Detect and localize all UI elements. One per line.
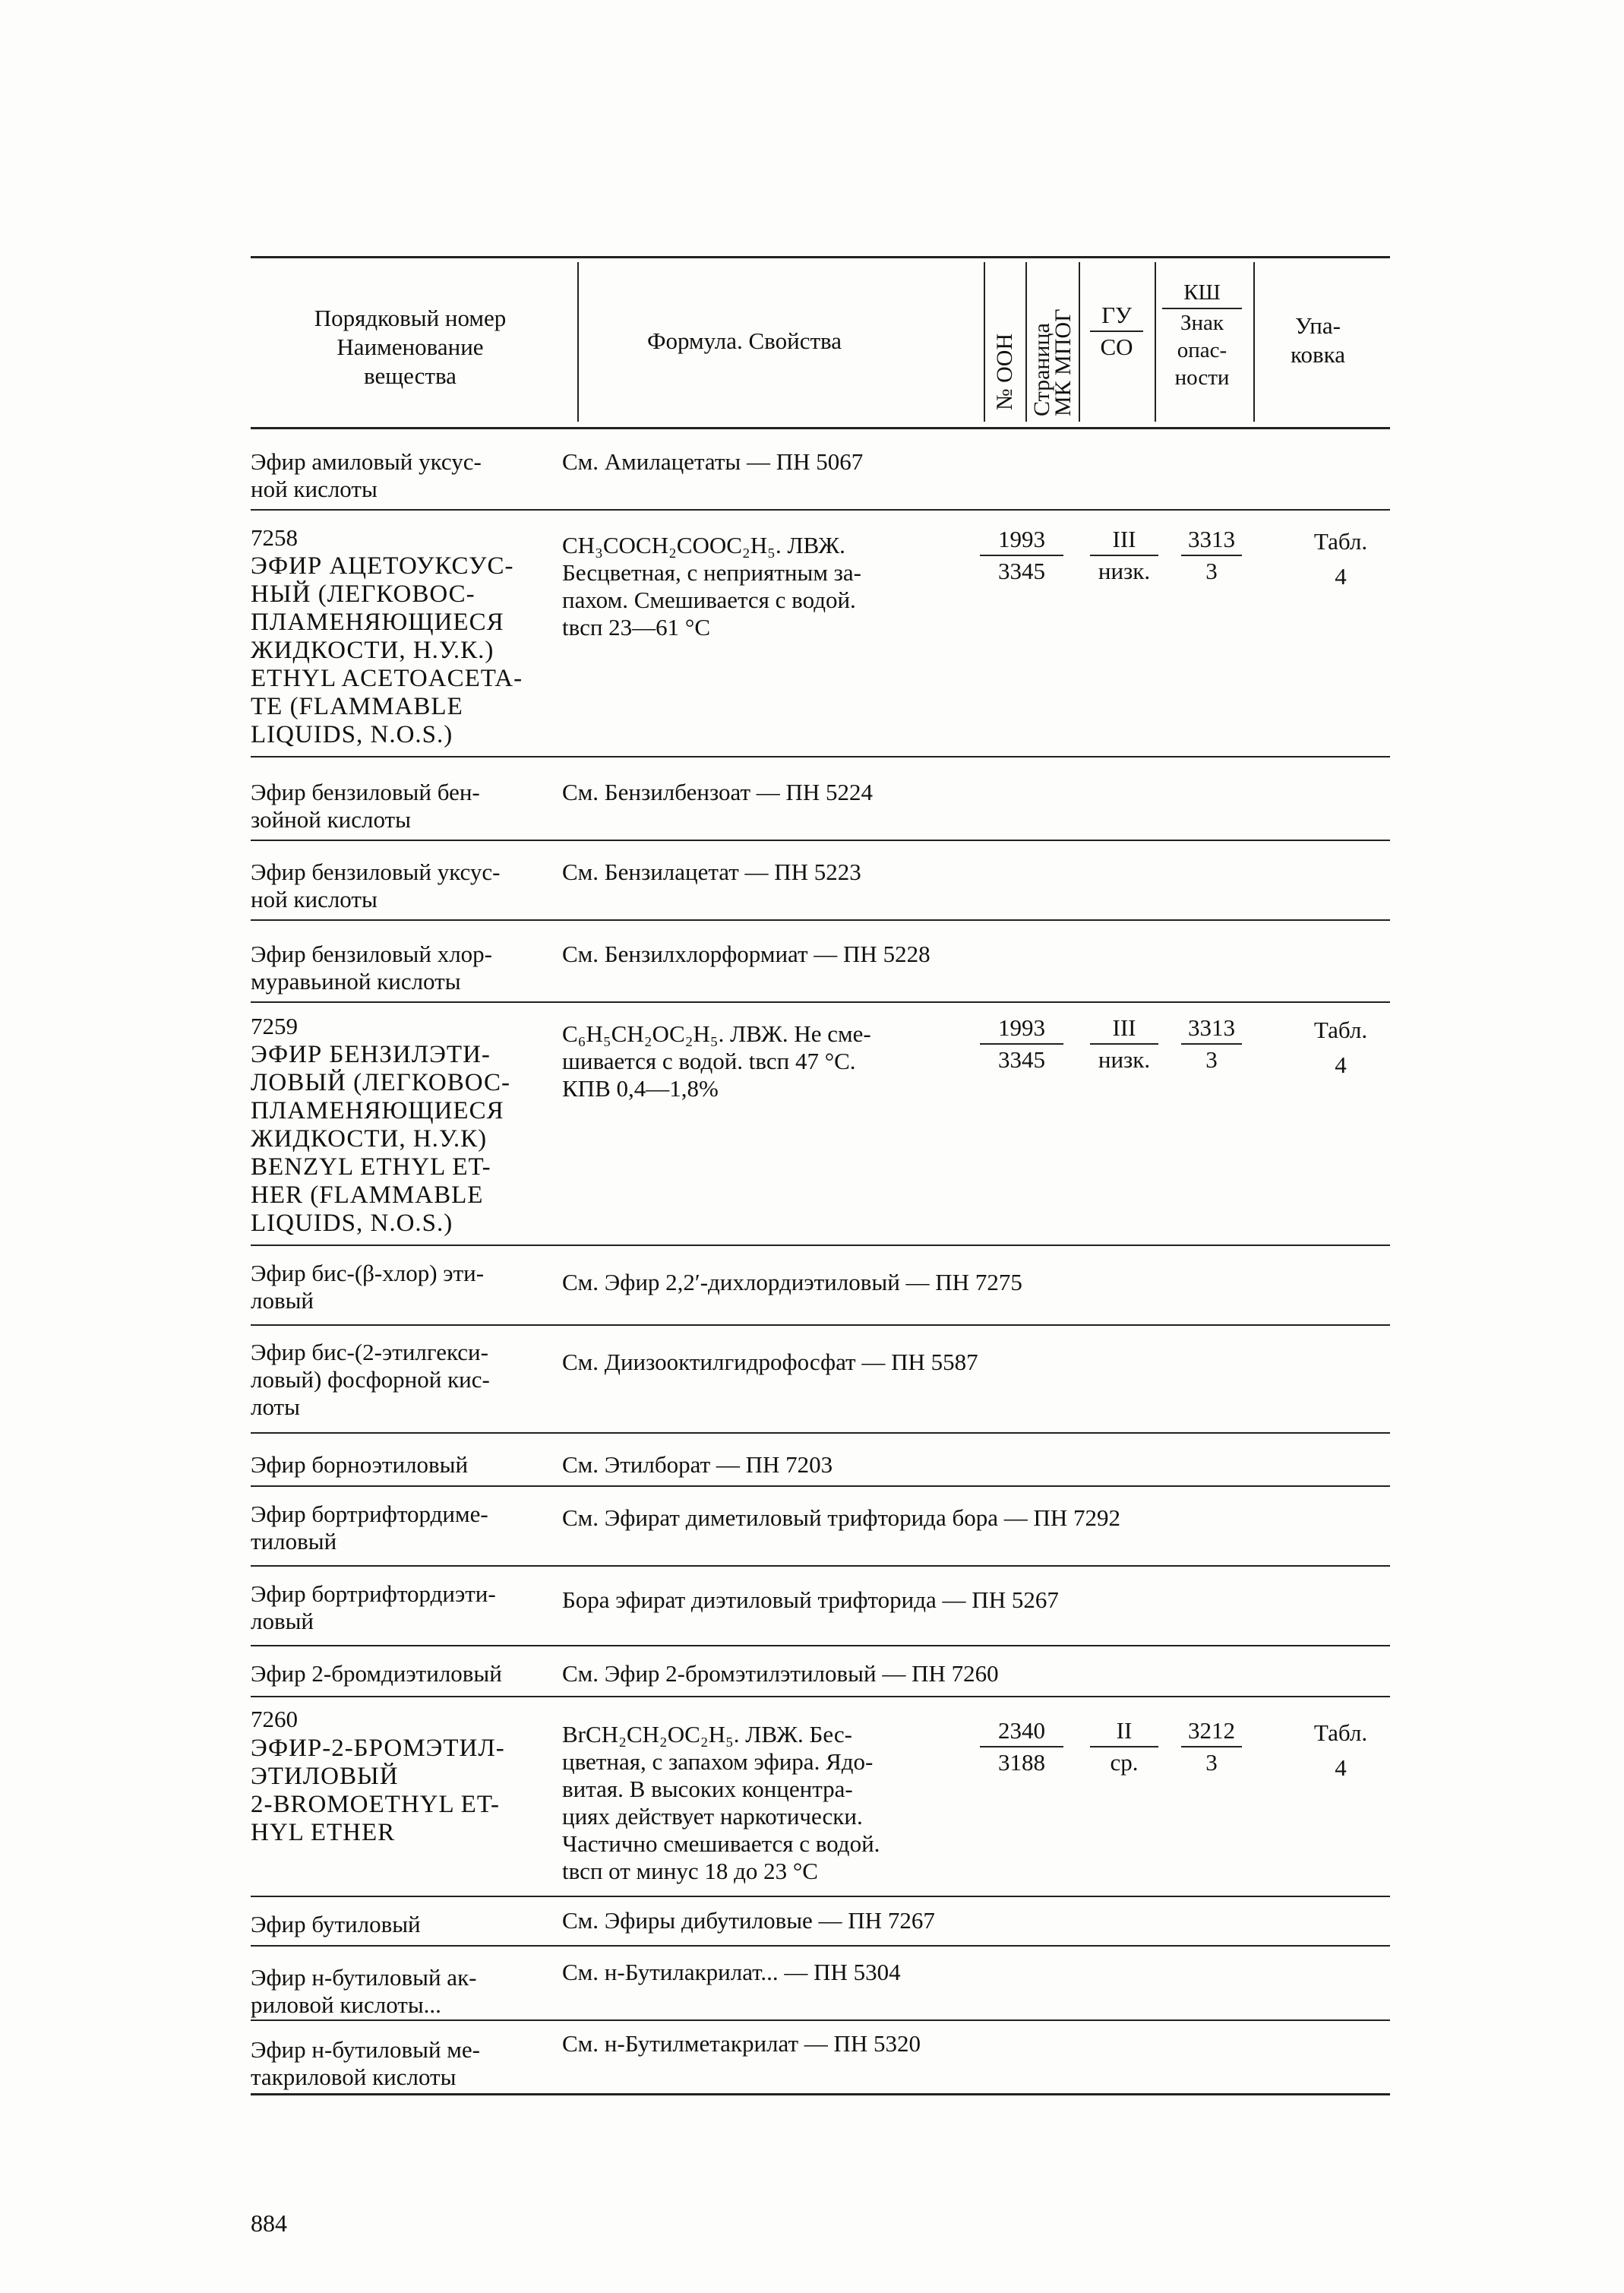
header-page: Страница МК МПОГ (1029, 308, 1076, 416)
row-name: Эфир амиловый уксус- ной кислоты (251, 448, 482, 502)
row-gu-co: II ср. (1090, 1716, 1158, 1778)
header-divider (577, 262, 579, 422)
header-un: № ООН (992, 333, 1017, 410)
row-rule (251, 1896, 1390, 1897)
row-name: Эфир 2-бромдиэтиловый (251, 1660, 502, 1687)
row-props: См. н-Бутилакрилат... — ПН 5304 (562, 1959, 901, 1985)
row-props: См. Бензилацетат — ПН 5223 (562, 859, 861, 885)
row-name: ЭФИР БЕНЗИЛЭТИ- ЛОВЫЙ (ЛЕГКОВОС- ПЛАМЕНЯЮЩИЕСЯ ЖИДКОСТИ, Н.У.К) BENZYL ETHYL ET- HER (FLAMMABLE LIQUIDS, N.O.S.) (251, 1041, 510, 1237)
row-props: BrCH₂CH₂OC₂H₅. ЛВЖ. Бес- цветная, с запахом эфира. Ядо- витая. В высоких концентра- циях действует наркотически. Частично смешивается с водой. tвсп от минус 18 до 23 °C (562, 1721, 880, 1884)
row-rule (251, 1432, 1390, 1434)
row-props: См. Эфират диметиловый трифторида бора — ПН 7292 (562, 1504, 1121, 1531)
row-rule (251, 1245, 1390, 1246)
row-rule (251, 1001, 1390, 1003)
header-bottom-rule (251, 427, 1390, 429)
row-name: Эфир бис-(2-этилгекси- ловый) фосфорной кис- лоты (251, 1339, 490, 1420)
row-rule (251, 1565, 1390, 1567)
page-number: 884 (251, 2209, 287, 2237)
header-divider (1253, 262, 1255, 422)
row-name: Эфир бортрифтордиэти- ловый (251, 1580, 496, 1634)
header-name: Порядковый номер Наименование вещества (314, 305, 507, 389)
row-rule (251, 840, 1390, 841)
header-pack: Упа- ковка (1291, 312, 1345, 368)
row-name: Эфир бензиловый уксус- ной кислоты (251, 859, 501, 912)
row-props: См. Бензилбензоат — ПН 5224 (562, 779, 874, 805)
row-props: См. Этилборат — ПН 7203 (562, 1451, 833, 1478)
header-formula: Формула. Свойства (647, 327, 842, 354)
row-number: 7259 (251, 1013, 298, 1039)
row-name: Эфир бензиловый бен- зойной кислоты (251, 779, 480, 833)
row-name: Эфир бутиловый (251, 1911, 421, 1937)
row-number: 7258 (251, 524, 298, 551)
row-props: CH₃COCH₂COOC₂H₅. ЛВЖ. Бесцветная, с неприятным за- пахом. Смешивается с водой. tвсп 23—61 °C (562, 532, 862, 640)
row-gu-co: III низк. (1090, 1013, 1158, 1075)
header-ksh: КШ Знак опас- ности (1162, 277, 1242, 391)
row-rule (251, 509, 1390, 511)
row-gu-co: III низк. (1090, 524, 1158, 587)
row-number: 7260 (251, 1706, 298, 1732)
row-props: См. Бензилхлорформиат — ПН 5228 (562, 941, 930, 967)
row-props: См. Эфир 2-бромэтилэтиловый — ПН 7260 (562, 1660, 999, 1687)
row-name: ЭФИР АЦЕТОУКСУС- НЫЙ (ЛЕГКОВОС- ПЛАМЕНЯЮЩИЕСЯ ЖИДКОСТИ, Н.У.К.) ETHYL ACETOACETA- TE (FLAMMABLE LIQUIDS, N.O.S.) (251, 552, 523, 748)
header-divider (1155, 262, 1156, 422)
row-rule (251, 2019, 1390, 2021)
header-divider (984, 262, 985, 422)
row-props: См. Эфир 2,2′-дихлордиэтиловый — ПН 7275 (562, 1269, 1022, 1295)
row-props: Бора эфират диэтиловый трифторида — ПН 5267 (562, 1586, 1059, 1613)
row-un-page: $\frac{1993}{3345}$ (980, 524, 1063, 587)
row-pack: Табл. 4 (1313, 1017, 1368, 1078)
row-props: См. Амилацетаты — ПН 5067 (562, 448, 864, 475)
row-rule (251, 1945, 1390, 1947)
row-name: Эфир бензиловый хлор- муравьиной кислоты (251, 941, 493, 995)
header-top-rule (251, 256, 1390, 258)
row-name: Эфир бис-(β-хлор) эти- ловый (251, 1260, 485, 1314)
row-rule (251, 756, 1390, 757)
row-pack: Табл. 4 (1313, 528, 1368, 590)
row-rule (251, 1485, 1390, 1487)
row-props: C₆H₅CH₂OC₂H₅. ЛВЖ. Не сме- шивается с водой. tвсп 47 °C. КПВ 0,4—1,8% (562, 1020, 871, 1102)
header-divider (1079, 262, 1080, 422)
row-name: Эфир борноэтиловый (251, 1451, 469, 1478)
row-name: Эфир бортрифтордиме- тиловый (251, 1501, 488, 1554)
row-props: См. н-Бутилметакрилат — ПН 5320 (562, 2030, 921, 2057)
row-ksh-sign: $\frac{3212}{3}$ (1181, 1716, 1242, 1778)
row-rule (251, 1645, 1390, 1646)
row-ksh-sign: $\frac{3313}{3}$ (1181, 524, 1242, 587)
header-divider (1025, 262, 1027, 422)
header-gu: ГУ СО (1090, 300, 1143, 362)
row-name: Эфир н-бутиловый ме- такриловой кислоты (251, 2036, 481, 2090)
row-rule (251, 1696, 1390, 1697)
row-name: ЭФИР-2-БРОМЭТИЛ- ЭТИЛОВЫЙ 2-BROMOETHYL ET- HYL ETHER (251, 1735, 505, 1846)
row-rule (251, 1324, 1390, 1326)
row-ksh-sign: $\frac{3313}{3}$ (1181, 1013, 1242, 1075)
row-name: Эфир н-бутиловый ак- риловой кислоты... (251, 1964, 477, 2018)
document-page (251, 0, 1398, 2293)
row-un-page: $\frac{2340}{3188}$ (980, 1716, 1063, 1778)
row-props: См. Эфиры дибутиловые — ПН 7267 (562, 1907, 935, 1934)
row-rule (251, 919, 1390, 921)
table-bottom-rule (251, 2093, 1390, 2095)
row-props: См. Диизооктилгидрофосфат — ПН 5587 (562, 1349, 978, 1375)
row-pack: Табл. 4 (1313, 1719, 1368, 1781)
row-un-page: $\frac{1993}{3345}$ (980, 1013, 1063, 1075)
